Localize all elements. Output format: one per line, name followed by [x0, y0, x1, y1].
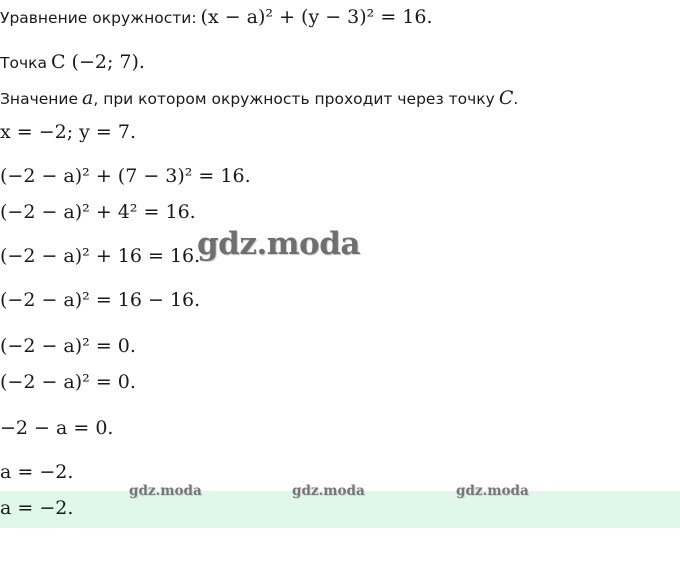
value-description-line [0, 87, 518, 109]
point-label: Точка [0, 54, 47, 72]
value-label: Значение [0, 90, 79, 108]
step-2: (−2 − a)² + 4² = 16. [0, 201, 196, 223]
watermark-main: gdz.moda [197, 226, 360, 262]
coords-line: x = −2; y = 7. [0, 121, 137, 143]
equation-line [0, 6, 433, 28]
watermark-footer-2: gdz.moda [292, 483, 365, 499]
step-7: −2 − a = 0. [0, 417, 114, 439]
value-point: C [498, 87, 514, 109]
value-description: , при котором окружность проходит через точку [93, 90, 495, 108]
watermark-footer-3: gdz.moda [456, 483, 529, 499]
step-6: (−2 − a)² = 0. [0, 371, 136, 393]
step-8: a = −2. [0, 461, 74, 483]
step-4: (−2 − a)² = 16 − 16. [0, 289, 201, 311]
step-1: (−2 − a)² + (7 − 3)² = 16. [0, 165, 251, 187]
value-variable: a [82, 87, 94, 109]
step-3: (−2 − a)² + 16 = 16. [0, 245, 201, 267]
value-end: . [513, 90, 519, 108]
step-5: (−2 − a)² = 0. [0, 335, 136, 357]
point-line [0, 51, 145, 73]
equation-label: Уравнение окружности: [0, 9, 197, 27]
point-coordinates: C (−2; 7). [50, 51, 145, 73]
answer-line: a = −2. [0, 497, 74, 519]
watermark-footer-1: gdz.moda [129, 483, 202, 499]
circle-equation: (x − a)² + (y − 3)² = 16. [200, 6, 433, 28]
